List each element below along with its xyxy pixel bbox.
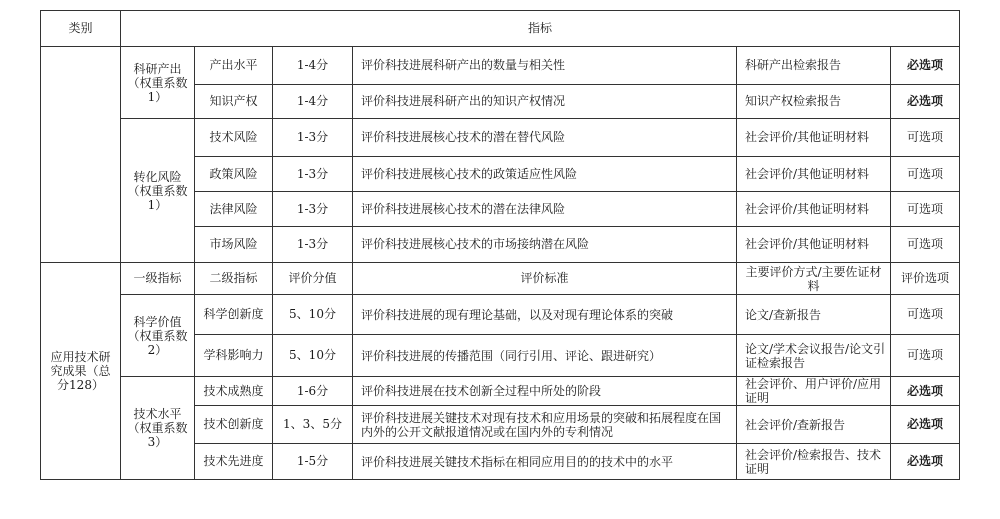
table-header-row bbox=[41, 11, 960, 47]
criteria-text: 评价科技进展科研产出的知识产权情况 bbox=[353, 85, 737, 119]
level2-header: 二级指标 bbox=[195, 263, 273, 295]
level2-indicator: 政策风险 bbox=[195, 157, 273, 192]
indicator-header: 指标 bbox=[121, 11, 960, 47]
criteria-text: 评价科技进展核心技术的市场接纳潜在风险 bbox=[353, 227, 737, 263]
level2-indicator: 知识产权 bbox=[195, 85, 273, 119]
section-1-category bbox=[41, 47, 121, 263]
score-value: 5、10分 bbox=[273, 335, 353, 377]
option-header: 评价选项 bbox=[891, 263, 960, 295]
criteria-text: 评价科技进展核心技术的潜在法律风险 bbox=[353, 192, 737, 227]
evaluation-method: 社会评价/查新报告 bbox=[737, 406, 891, 444]
score-value: 1-3分 bbox=[273, 119, 353, 157]
score-header: 评价分值 bbox=[273, 263, 353, 295]
evaluation-option: 可选项 bbox=[891, 119, 960, 157]
criteria-text: 评价科技进展科研产出的数量与相关性 bbox=[353, 47, 737, 85]
evaluation-option: 必选项 bbox=[891, 406, 960, 444]
evaluation-method: 社会评价、用户评价/应用证明 bbox=[737, 377, 891, 406]
section-2-body bbox=[41, 263, 960, 480]
table-row bbox=[41, 377, 960, 406]
evaluation-method: 论文/查新报告 bbox=[737, 295, 891, 335]
score-value: 1、3、5分 bbox=[273, 406, 353, 444]
indicator-table-container bbox=[40, 10, 960, 480]
score-value: 1-4分 bbox=[273, 85, 353, 119]
criteria-text: 评价科技进展关键技术指标在相同应用目的的技术中的水平 bbox=[353, 444, 737, 480]
indicator-table bbox=[40, 10, 960, 480]
evaluation-option: 必选项 bbox=[891, 47, 960, 85]
evaluation-method: 社会评价/其他证明材料 bbox=[737, 192, 891, 227]
criteria-text: 评价科技进展核心技术的潜在替代风险 bbox=[353, 119, 737, 157]
evaluation-method: 社会评价/检索报告、技术证明 bbox=[737, 444, 891, 480]
score-value: 1-3分 bbox=[273, 192, 353, 227]
score-value: 1-5分 bbox=[273, 444, 353, 480]
section-2-category: 应用技术研究成果（总分128） bbox=[41, 263, 121, 480]
evaluation-option: 可选项 bbox=[891, 295, 960, 335]
level2-indicator: 法律风险 bbox=[195, 192, 273, 227]
evaluation-method: 社会评价/其他证明材料 bbox=[737, 157, 891, 192]
level1-indicator: 科研产出（权重系数1） bbox=[121, 47, 195, 119]
category-header: 类别 bbox=[41, 11, 121, 47]
level1-header: 一级指标 bbox=[121, 263, 195, 295]
level2-indicator: 技术先进度 bbox=[195, 444, 273, 480]
level1-indicator: 科学价值（权重系数2） bbox=[121, 295, 195, 377]
criteria-text: 评价科技进展在技术创新全过程中所处的阶段 bbox=[353, 377, 737, 406]
evaluation-option: 必选项 bbox=[891, 85, 960, 119]
evaluation-option: 可选项 bbox=[891, 192, 960, 227]
level2-indicator: 市场风险 bbox=[195, 227, 273, 263]
evaluation-option: 可选项 bbox=[891, 157, 960, 192]
criteria-text: 评价科技进展的现有理论基础，以及对现有理论体系的突破 bbox=[353, 295, 737, 335]
criteria-header: 评价标准 bbox=[353, 263, 737, 295]
evaluation-method: 社会评价/其他证明材料 bbox=[737, 119, 891, 157]
level2-indicator: 技术创新度 bbox=[195, 406, 273, 444]
evaluation-method: 社会评价/其他证明材料 bbox=[737, 227, 891, 263]
evaluation-option: 必选项 bbox=[891, 377, 960, 406]
evaluation-option: 可选项 bbox=[891, 227, 960, 263]
level2-indicator: 产出水平 bbox=[195, 47, 273, 85]
section-1-body bbox=[41, 47, 960, 263]
table-row bbox=[41, 47, 960, 85]
level2-indicator: 学科影响力 bbox=[195, 335, 273, 377]
level1-indicator: 技术水平（权重系数3） bbox=[121, 377, 195, 480]
evaluation-method: 知识产权检索报告 bbox=[737, 85, 891, 119]
evaluation-method: 论文/学术会议报告/论文引证检索报告 bbox=[737, 335, 891, 377]
score-value: 1-3分 bbox=[273, 227, 353, 263]
table-row bbox=[41, 295, 960, 335]
score-value: 1-6分 bbox=[273, 377, 353, 406]
criteria-text: 评价科技进展关键技术对现有技术和应用场景的突破和拓展程度在国内外的公开文献报道情况或在国内外的专利情况 bbox=[353, 406, 737, 444]
level2-indicator: 技术成熟度 bbox=[195, 377, 273, 406]
level2-indicator: 科学创新度 bbox=[195, 295, 273, 335]
table-row bbox=[41, 119, 960, 157]
criteria-text: 评价科技进展核心技术的政策适应性风险 bbox=[353, 157, 737, 192]
evaluation-option: 必选项 bbox=[891, 444, 960, 480]
score-value: 1-4分 bbox=[273, 47, 353, 85]
sub-header-row bbox=[41, 263, 960, 295]
level2-indicator: 技术风险 bbox=[195, 119, 273, 157]
evaluation-option: 可选项 bbox=[891, 335, 960, 377]
criteria-text: 评价科技进展的传播范围（同行引用、评论、跟进研究） bbox=[353, 335, 737, 377]
score-value: 5、10分 bbox=[273, 295, 353, 335]
evaluation-method: 科研产出检索报告 bbox=[737, 47, 891, 85]
level1-indicator: 转化风险（权重系数1） bbox=[121, 119, 195, 263]
score-value: 1-3分 bbox=[273, 157, 353, 192]
method-header: 主要评价方式/主要佐证材料 bbox=[737, 263, 891, 295]
